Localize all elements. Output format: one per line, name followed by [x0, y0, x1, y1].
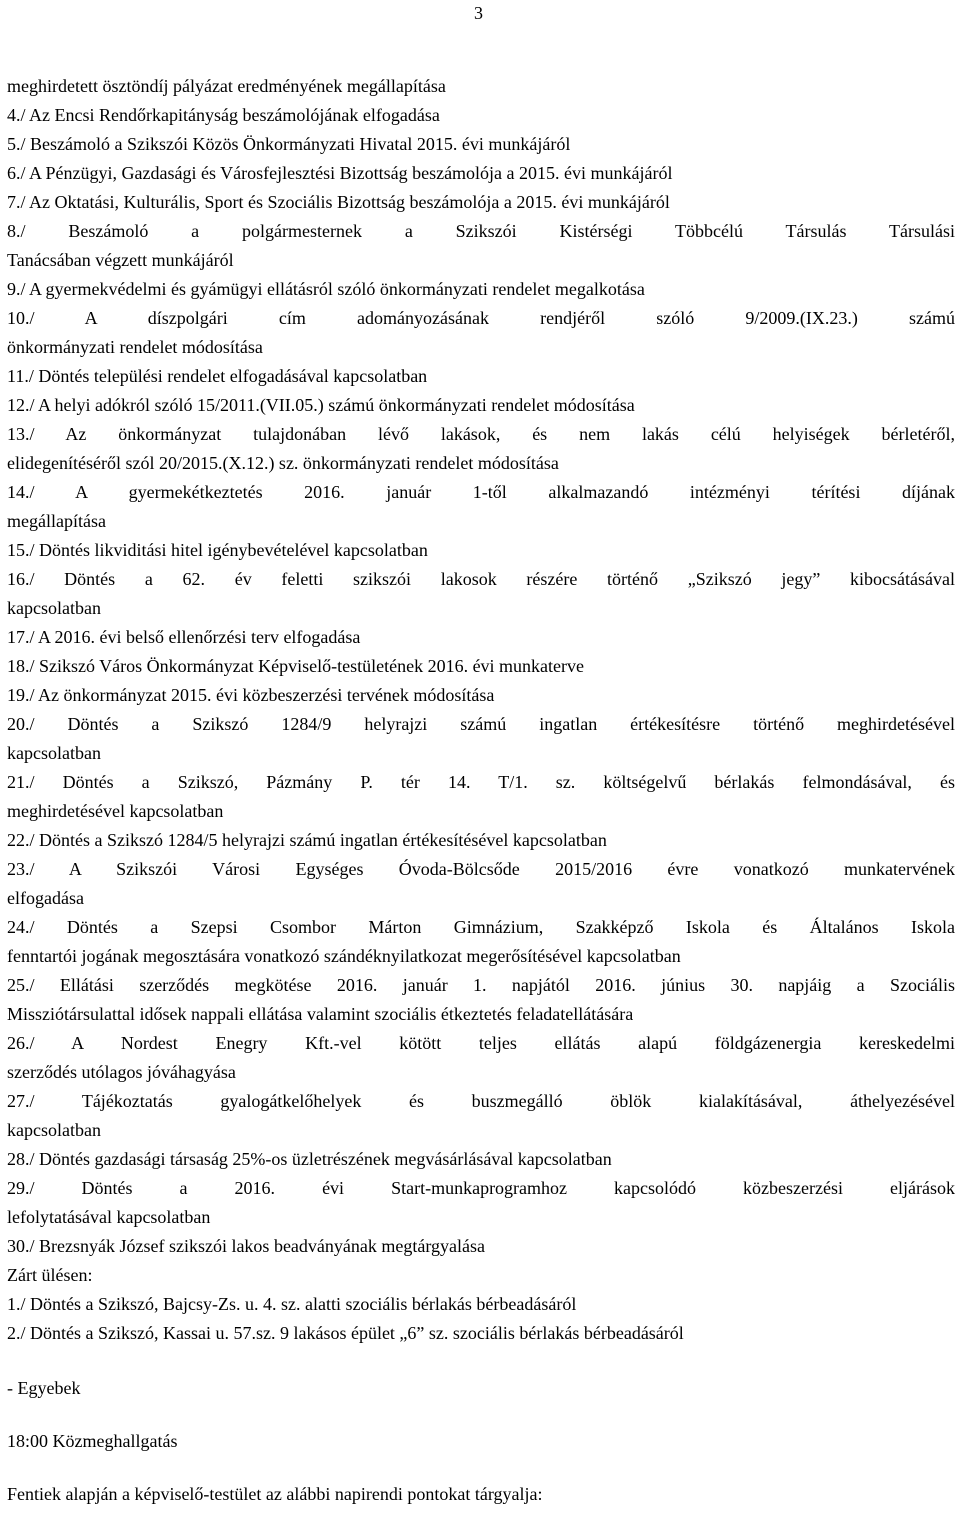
agenda-item-19: 19./ Az önkormányzat 2015. évi közbeszerzési tervének módosítása	[7, 685, 495, 705]
agenda-item-10-cont: önkormányzati rendelet módosítása	[7, 337, 263, 357]
closing-sentence: Fentiek alapján a képviselő-testület az alábbi napirendi pontokat tárgyalja:	[7, 1484, 543, 1504]
agenda-item-23: 23./ A Szikszói Városi Egységes Óvoda-Bölcsőde 2015/2016 évre vonatkozó munkatervének	[7, 859, 955, 879]
spacer	[7, 1403, 955, 1427]
closed-session-item-1: 1./ Döntés a Szikszó, Bajcsy-Zs. u. 4. sz. alatti szociális bérlakás bérbeadásáról	[7, 1294, 577, 1314]
spacer	[7, 1348, 955, 1374]
closed-session-item-2: 2./ Döntés a Szikszó, Kassai u. 57.sz. 9 lakásos épület „6” sz. szociális bérlakás bérbeadásáról	[7, 1323, 684, 1343]
agenda-item-25-cont: Missziótársulattal idősek nappali ellátása valamint szociális étkeztetés feladatellátására	[7, 1004, 634, 1024]
agenda-item-24: 24./ Döntés a Szepsi Csombor Márton Gimnázium, Szakképző Iskola és Általános Iskola	[7, 917, 955, 937]
agenda-item-11: 11./ Döntés települési rendelet elfogadásával kapcsolatban	[7, 366, 428, 386]
agenda-item-26: 26./ A Nordest Enegry Kft.-vel kötött teljes ellátás alapú földgázenergia kereskedelmi	[7, 1033, 955, 1053]
agenda-item-27: 27./ Tájékoztatás gyalogátkelőhelyek és buszmegálló öblök kialakításával, áthelyezésével	[7, 1091, 955, 1111]
agenda-item-24-cont: fenntartói jogának megosztására vonatkozó szándéknyilatkozat megerősítésével kapcsolatban	[7, 946, 681, 966]
closed-session-heading: Zárt ülésen:	[7, 1265, 93, 1285]
agenda-item-8: 8./ Beszámoló a polgármesternek a Szikszói Kistérségi Többcélú Társulás Társulási	[7, 221, 955, 241]
agenda-item-10: 10./ A díszpolgári cím adományozásának rendjéről szóló 9/2009.(IX.23.) számú	[7, 308, 955, 328]
agenda-text	[7, 72, 955, 1509]
agenda-item-14: 14./ A gyermekétkeztetés 2016. január 1-től alkalmazandó intézményi térítési díjának	[7, 482, 955, 502]
agenda-item-21: 21./ Döntés a Szikszó, Pázmány P. tér 14. T/1. sz. költségelvű bérlakás felmondásával, és	[7, 772, 955, 792]
public-hearing: 18:00 Közmeghallgatás	[7, 1431, 178, 1451]
agenda-item-14-cont: megállapítása	[7, 511, 106, 531]
agenda-item-20: 20./ Döntés a Szikszó 1284/9 helyrajzi számú ingatlan értékesítésre történő meghirdetésével	[7, 714, 955, 734]
agenda-item-29-cont: lefolytatásával kapcsolatban	[7, 1207, 211, 1227]
agenda-item-27-cont: kapcsolatban	[7, 1120, 101, 1140]
agenda-item-15: 15./ Döntés likviditási hitel igénybevételével kapcsolatban	[7, 540, 428, 560]
other-items: - Egyebek	[7, 1378, 81, 1398]
agenda-item-25: 25./ Ellátási szerződés megkötése 2016. január 1. napjától 2016. június 30. napjáig a Szociális	[7, 975, 955, 995]
page-number: 3	[474, 3, 483, 23]
agenda-item-18: 18./ Szikszó Város Önkormányzat Képviselő-testületének 2016. évi munkaterve	[7, 656, 585, 676]
agenda-item-26-cont: szerződés utólagos jóváhagyása	[7, 1062, 236, 1082]
agenda-item-16: 16./ Döntés a 62. év feletti szikszói lakosok részére történő „Szikszó jegy” kibocsátásával	[7, 569, 955, 589]
agenda-item-5: 5./ Beszámoló a Szikszói Közös Önkormányzati Hivatal 2015. évi munkájáról	[7, 134, 571, 154]
agenda-item-9: 9./ A gyermekvédelmi és gyámügyi ellátásról szóló önkormányzati rendelet megalkotása	[7, 279, 645, 299]
agenda-item-6: 6./ A Pénzügyi, Gazdasági és Városfejlesztési Bizottság beszámolója a 2015. évi munkájáról	[7, 163, 673, 183]
agenda-item-7: 7./ Az Oktatási, Kulturális, Sport és Szociális Bizottság beszámolója a 2015. évi munkájáról	[7, 192, 670, 212]
agenda-item-29: 29./ Döntés a 2016. évi Start-munkaprogramhoz kapcsolódó közbeszerzési eljárások	[7, 1178, 955, 1198]
agenda-item-30: 30./ Brezsnyák József szikszói lakos beadványának megtárgyalása	[7, 1236, 486, 1256]
agenda-item-17: 17./ A 2016. évi belső ellenőrzési terv elfogadása	[7, 627, 361, 647]
agenda-item-21-cont: meghirdetésével kapcsolatban	[7, 801, 224, 821]
agenda-item-13-cont: elidegenítéséről szól 20/2015.(X.12.) sz. önkormányzati rendelet módosítása	[7, 453, 559, 473]
agenda-item-13: 13./ Az önkormányzat tulajdonában lévő lakások, és nem lakás célú helyiségek bérletéről,	[7, 424, 955, 444]
agenda-item-4: 4./ Az Encsi Rendőrkapitányság beszámolójának elfogadása	[7, 105, 440, 125]
agenda-item-20-cont: kapcsolatban	[7, 743, 101, 763]
agenda-item-8-cont: Tanácsában végzett munkájáról	[7, 250, 234, 270]
agenda-item-28: 28./ Döntés gazdasági társaság 25%-os üzletrészének megvásárlásával kapcsolatban	[7, 1149, 612, 1169]
spacer	[7, 1456, 955, 1480]
agenda-item-12: 12./ A helyi adókról szóló 15/2011.(VII.05.) számú önkormányzati rendelet módosítása	[7, 395, 635, 415]
text-line: meghirdetett ösztöndíj pályázat eredményének megállapítása	[7, 76, 446, 96]
agenda-item-23-cont: elfogadása	[7, 888, 84, 908]
agenda-item-22: 22./ Döntés a Szikszó 1284/5 helyrajzi számú ingatlan értékesítésével kapcsolatban	[7, 830, 607, 850]
agenda-item-16-cont: kapcsolatban	[7, 598, 101, 618]
